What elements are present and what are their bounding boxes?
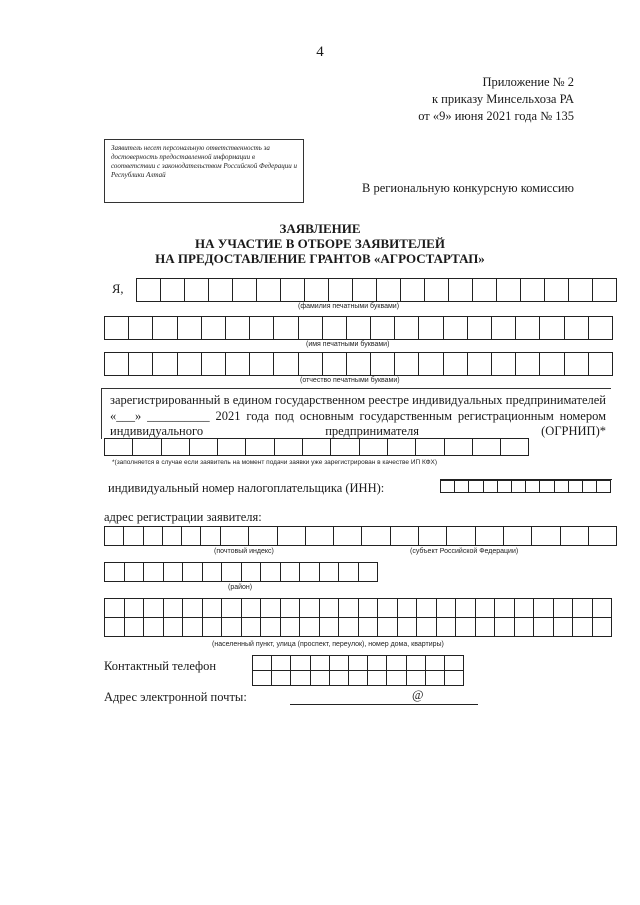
entry-cell[interactable] [362, 526, 390, 546]
entry-cell[interactable] [371, 352, 395, 376]
entry-cell[interactable] [583, 480, 597, 493]
entry-cell[interactable] [163, 526, 182, 546]
entry-cell[interactable] [105, 438, 133, 456]
entry-cell[interactable] [129, 316, 153, 340]
entry-cell[interactable] [162, 438, 190, 456]
entry-cell[interactable] [353, 278, 377, 302]
entry-cell[interactable] [501, 438, 529, 456]
entry-cell[interactable] [105, 316, 129, 340]
entry-cell[interactable] [445, 438, 473, 456]
entry-cell[interactable] [164, 562, 184, 582]
entry-cell[interactable] [222, 562, 242, 582]
entry-cell[interactable] [359, 598, 379, 618]
patronymic-hint: (отчество печатными буквами) [300, 377, 400, 384]
entry-cell[interactable] [515, 598, 535, 618]
entry-cell[interactable] [203, 617, 223, 637]
entry-cell[interactable] [261, 617, 281, 637]
entry-cell[interactable] [272, 670, 291, 686]
entry-cell[interactable] [419, 316, 443, 340]
entry-cell[interactable] [540, 316, 564, 340]
entry-cell[interactable] [105, 526, 124, 546]
title-line-1: ЗАЯВЛЕНИЕ [279, 221, 361, 236]
entry-cell[interactable] [105, 352, 129, 376]
entry-cell[interactable] [183, 617, 203, 637]
entry-cell[interactable] [378, 598, 398, 618]
entry-cell[interactable] [526, 480, 540, 493]
page-number: 4 [316, 44, 324, 60]
entry-cell[interactable] [593, 278, 617, 302]
entry-cell[interactable] [218, 438, 246, 456]
entry-cell[interactable] [484, 480, 498, 493]
entry-cell[interactable] [495, 598, 515, 618]
email-at-sign: @ [412, 688, 424, 702]
entry-cell[interactable] [554, 617, 574, 637]
entry-cell[interactable] [455, 480, 469, 493]
entry-cell[interactable] [274, 316, 298, 340]
registration-text: зарегистрированный в едином государственном реестре индивидуальных предпринимателей «___» __________ 2021 года под основным государственным регистрационным номером индивидуального предпринимателя (ОГРНИП)* [110, 393, 606, 438]
entry-cell[interactable] [521, 278, 545, 302]
entry-cell[interactable] [242, 617, 262, 637]
entry-cell[interactable] [320, 598, 340, 618]
subject-grid[interactable] [220, 526, 617, 546]
surname-grid[interactable] [136, 278, 617, 302]
entry-cell[interactable] [347, 352, 371, 376]
locality-grid-row2[interactable] [104, 617, 612, 637]
entry-cell[interactable] [368, 670, 387, 686]
entry-cell[interactable] [144, 562, 164, 582]
entry-cell[interactable] [164, 617, 184, 637]
entry-cell[interactable] [387, 655, 406, 671]
entry-cell[interactable] [203, 562, 223, 582]
surname-hint: (фамилия печатными буквами) [298, 303, 400, 310]
inn-grid[interactable] [440, 480, 611, 493]
inn-label: индивидуальный номер налогоплательщика (ИНН): [108, 481, 385, 495]
entry-cell[interactable] [565, 316, 589, 340]
entry-cell[interactable] [331, 438, 359, 456]
entry-cell[interactable] [161, 278, 185, 302]
entry-cell[interactable] [185, 278, 209, 302]
locality-hint: (населенный пункт, улица (проспект, переулок), номер дома, квартиры) [212, 641, 444, 648]
entry-cell[interactable] [447, 526, 475, 546]
entry-cell[interactable] [281, 598, 301, 618]
entry-cell[interactable] [473, 278, 497, 302]
entry-cell[interactable] [391, 526, 419, 546]
entry-cell[interactable] [246, 438, 274, 456]
appendix-line-1: Приложение № 2 [482, 75, 574, 89]
entry-cell[interactable] [183, 562, 203, 582]
entry-cell[interactable] [498, 480, 512, 493]
entry-cell[interactable] [178, 316, 202, 340]
entry-cell[interactable] [569, 480, 583, 493]
entry-cell[interactable] [593, 617, 613, 637]
entry-cell[interactable] [473, 438, 501, 456]
entry-cell[interactable] [339, 617, 359, 637]
entry-cell[interactable] [311, 655, 330, 671]
entry-cell[interactable] [303, 438, 331, 456]
entry-cell[interactable] [299, 316, 323, 340]
entry-cell[interactable] [555, 480, 569, 493]
entry-cell[interactable] [330, 670, 349, 686]
entry-cell[interactable] [388, 438, 416, 456]
title-line-3: НА ПРЕДОСТАВЛЕНИЕ ГРАНТОВ «АГРОСТАРТАП» [155, 251, 485, 266]
entry-cell[interactable] [153, 316, 177, 340]
ogrnip-grid[interactable] [104, 438, 529, 456]
entry-cell[interactable] [589, 526, 617, 546]
entry-cell[interactable] [202, 316, 226, 340]
entry-cell[interactable] [242, 598, 262, 618]
entry-cell[interactable] [516, 316, 540, 340]
entry-cell[interactable] [300, 617, 320, 637]
entry-cell[interactable] [125, 562, 145, 582]
entry-cell[interactable] [444, 352, 468, 376]
entry-cell[interactable] [182, 526, 201, 546]
entry-cell[interactable] [347, 316, 371, 340]
entry-cell[interactable] [183, 598, 203, 618]
entry-cell[interactable] [417, 598, 437, 618]
entry-cell[interactable] [445, 670, 464, 686]
entry-cell[interactable] [589, 316, 613, 340]
entry-cell[interactable] [209, 278, 233, 302]
responsibility-notice: Заявитель несет персональную ответственность за достоверность предоставленной информации в соответствии с законодательством Российской Федерации и Республики Алтай [104, 139, 304, 203]
entry-cell[interactable] [153, 352, 177, 376]
entry-cell[interactable] [589, 352, 613, 376]
appendix-line-2: к приказу Минсельхоза РА [431, 92, 574, 106]
entry-cell[interactable] [125, 598, 145, 618]
entry-cell[interactable] [573, 617, 593, 637]
entry-cell[interactable] [593, 598, 613, 618]
entry-cell[interactable] [133, 438, 161, 456]
district-grid[interactable] [104, 562, 378, 582]
entry-cell[interactable] [565, 352, 589, 376]
entry-cell[interactable] [504, 526, 532, 546]
entry-cell[interactable] [573, 598, 593, 618]
entry-cell[interactable] [320, 617, 340, 637]
entry-cell[interactable] [323, 316, 347, 340]
entry-cell[interactable] [387, 670, 406, 686]
entry-cell[interactable] [272, 655, 291, 671]
entry-cell[interactable] [300, 562, 320, 582]
entry-cell[interactable] [419, 352, 443, 376]
district-hint: (район) [228, 584, 253, 591]
entry-cell[interactable] [426, 655, 445, 671]
ogrnip-note: *(заполняется в случае если заявитель на момент подачи заявки уже зарегистрирован в качестве ИП КФХ) [112, 459, 438, 466]
name-grid[interactable] [104, 316, 613, 340]
postal-code-grid[interactable] [104, 526, 221, 546]
entry-cell[interactable] [221, 526, 249, 546]
phone-grid-row1[interactable] [252, 655, 464, 671]
entry-cell[interactable] [190, 438, 218, 456]
entry-cell[interactable] [469, 480, 483, 493]
entry-cell[interactable] [249, 526, 277, 546]
entry-cell[interactable] [334, 526, 362, 546]
appendix-block [418, 74, 574, 125]
entry-cell[interactable] [407, 670, 426, 686]
entry-cell[interactable] [105, 562, 125, 582]
entry-cell[interactable] [456, 617, 476, 637]
entry-cell[interactable] [144, 526, 163, 546]
entry-cell[interactable] [395, 352, 419, 376]
entry-cell[interactable] [512, 480, 526, 493]
locality-grid-row1[interactable] [104, 598, 612, 618]
entry-cell[interactable] [250, 352, 274, 376]
entry-cell[interactable] [398, 598, 418, 618]
address-label: адрес регистрации заявителя: [104, 510, 262, 524]
entry-cell[interactable] [281, 562, 301, 582]
entry-cell[interactable] [323, 352, 347, 376]
entry-cell[interactable] [417, 617, 437, 637]
entry-cell[interactable] [242, 562, 262, 582]
document-title [0, 221, 640, 266]
entry-cell[interactable] [426, 670, 445, 686]
entry-cell[interactable] [534, 617, 554, 637]
entry-cell[interactable] [281, 617, 301, 637]
entry-cell[interactable] [278, 526, 306, 546]
entry-cell[interactable] [299, 352, 323, 376]
entry-cell[interactable] [253, 655, 272, 671]
entry-cell[interactable] [137, 278, 161, 302]
entry-cell[interactable] [532, 526, 560, 546]
entry-cell[interactable] [320, 562, 340, 582]
name-hint: (имя печатными буквами) [306, 341, 390, 348]
entry-cell[interactable] [233, 278, 257, 302]
entry-cell[interactable] [129, 352, 153, 376]
entry-cell[interactable] [515, 617, 535, 637]
entry-cell[interactable] [226, 316, 250, 340]
entry-cell[interactable] [275, 438, 303, 456]
entry-cell[interactable] [395, 316, 419, 340]
entry-cell[interactable] [329, 278, 353, 302]
entry-cell[interactable] [305, 278, 329, 302]
entry-cell[interactable] [359, 562, 379, 582]
entry-cell[interactable] [330, 655, 349, 671]
entry-cell[interactable] [261, 562, 281, 582]
email-label: Адрес электронной почты: [104, 690, 247, 704]
phone-label: Контактный телефон [104, 659, 217, 673]
entry-cell[interactable] [377, 278, 401, 302]
entry-cell[interactable] [540, 480, 554, 493]
addressee: В региональную конкурсную комиссию [362, 181, 574, 195]
entry-cell[interactable] [105, 598, 125, 618]
entry-cell[interactable] [561, 526, 589, 546]
entry-cell[interactable] [378, 617, 398, 637]
entry-cell[interactable] [492, 316, 516, 340]
entry-cell[interactable] [476, 598, 496, 618]
entry-cell[interactable] [597, 480, 611, 493]
entry-cell[interactable] [416, 438, 444, 456]
email-line[interactable] [290, 704, 478, 705]
entry-cell[interactable] [497, 278, 521, 302]
entry-cell[interactable] [401, 278, 425, 302]
entry-cell[interactable] [339, 598, 359, 618]
entry-cell[interactable] [291, 670, 310, 686]
entry-cell[interactable] [261, 598, 281, 618]
entry-cell[interactable] [534, 598, 554, 618]
title-line-2: НА УЧАСТИЕ В ОТБОРЕ ЗАЯВИТЕЛЕЙ [195, 236, 445, 251]
entry-cell[interactable] [444, 316, 468, 340]
entry-cell[interactable] [449, 278, 473, 302]
entry-cell[interactable] [437, 598, 457, 618]
entry-cell[interactable] [476, 526, 504, 546]
entry-cell[interactable] [311, 670, 330, 686]
entry-cell[interactable] [368, 655, 387, 671]
entry-cell[interactable] [201, 526, 220, 546]
entry-cell[interactable] [349, 655, 368, 671]
entry-cell[interactable] [371, 316, 395, 340]
entry-cell[interactable] [306, 526, 334, 546]
entry-cell[interactable] [468, 316, 492, 340]
entry-cell[interactable] [468, 352, 492, 376]
entry-cell[interactable] [291, 655, 310, 671]
entry-cell[interactable] [203, 598, 223, 618]
entry-cell[interactable] [144, 617, 164, 637]
entry-cell[interactable] [419, 526, 447, 546]
entry-cell[interactable] [164, 598, 184, 618]
phone-grid-row2[interactable] [252, 670, 464, 686]
appendix-line-3: от «9» июня 2021 года № 135 [418, 109, 574, 123]
entry-cell[interactable] [178, 352, 202, 376]
entry-cell[interactable] [274, 352, 298, 376]
entry-cell[interactable] [222, 617, 242, 637]
entry-cell[interactable] [540, 352, 564, 376]
entry-cell[interactable] [281, 278, 305, 302]
entry-cell[interactable] [124, 526, 143, 546]
entry-cell[interactable] [222, 598, 242, 618]
entry-cell[interactable] [339, 562, 359, 582]
entry-cell[interactable] [144, 598, 164, 618]
entry-cell[interactable] [253, 670, 272, 686]
ya-label: Я, [112, 282, 124, 296]
entry-cell[interactable] [226, 352, 250, 376]
entry-cell[interactable] [257, 278, 281, 302]
entry-cell[interactable] [407, 655, 426, 671]
entry-cell[interactable] [349, 670, 368, 686]
entry-cell[interactable] [516, 352, 540, 376]
subject-hint: (субъект Российской Федерации) [410, 548, 519, 555]
entry-cell[interactable] [456, 598, 476, 618]
entry-cell[interactable] [545, 278, 569, 302]
entry-cell[interactable] [492, 352, 516, 376]
entry-cell[interactable] [300, 598, 320, 618]
entry-cell[interactable] [569, 278, 593, 302]
entry-cell[interactable] [360, 438, 388, 456]
postal-code-hint: (почтовый индекс) [214, 548, 274, 555]
entry-cell[interactable] [125, 617, 145, 637]
entry-cell[interactable] [441, 480, 455, 493]
entry-cell[interactable] [445, 655, 464, 671]
entry-cell[interactable] [425, 278, 449, 302]
entry-cell[interactable] [476, 617, 496, 637]
entry-cell[interactable] [437, 617, 457, 637]
entry-cell[interactable] [250, 316, 274, 340]
entry-cell[interactable] [495, 617, 515, 637]
entry-cell[interactable] [105, 617, 125, 637]
patronymic-grid[interactable] [104, 352, 613, 376]
entry-cell[interactable] [359, 617, 379, 637]
entry-cell[interactable] [554, 598, 574, 618]
entry-cell[interactable] [398, 617, 418, 637]
entry-cell[interactable] [202, 352, 226, 376]
